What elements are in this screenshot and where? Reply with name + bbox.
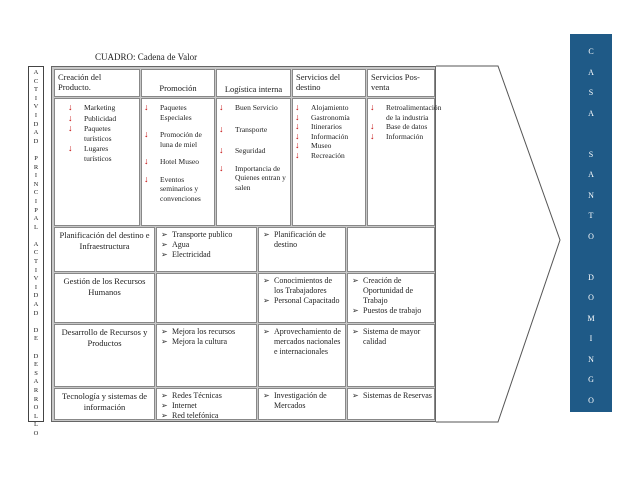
vertical-letter: T bbox=[588, 211, 594, 220]
vertical-letter: T bbox=[34, 258, 38, 266]
support-item-text: Conocimientos de los Trabajadores bbox=[274, 276, 332, 295]
primary-item bbox=[295, 113, 363, 123]
support-item-text: Investigación de Mercados bbox=[274, 391, 327, 410]
down-arrow-icon: ↓ bbox=[144, 173, 149, 184]
primary-item-text: Paquetes Especiales bbox=[160, 103, 192, 122]
primary-item bbox=[219, 146, 288, 156]
support-item-text: Planificación de destino bbox=[274, 230, 326, 249]
vertical-letter: N bbox=[33, 180, 39, 188]
checkmark-arrow-icon: ➢ bbox=[161, 250, 168, 259]
support-item bbox=[350, 327, 432, 347]
support-item bbox=[159, 250, 254, 260]
primary-item bbox=[68, 144, 137, 163]
primary-item bbox=[295, 151, 363, 161]
primary-col-posventa bbox=[367, 98, 442, 226]
primary-item bbox=[144, 175, 212, 204]
vertical-letter: N bbox=[588, 354, 594, 364]
vertical-letter: A bbox=[33, 129, 39, 137]
vertical-letter: A bbox=[588, 67, 594, 77]
support-item bbox=[261, 276, 343, 296]
vertical-letter: I bbox=[34, 266, 38, 274]
vertical-letter: I bbox=[34, 111, 38, 119]
down-arrow-icon: ↓ bbox=[295, 130, 300, 141]
vertical-letter: S bbox=[34, 369, 38, 377]
support-item-text: Internet bbox=[172, 401, 197, 410]
primary-item-text: Seguridad bbox=[235, 146, 266, 155]
vertical-letter: C bbox=[33, 189, 39, 197]
support-item-text: Sistemas de Reservas bbox=[363, 391, 432, 400]
down-arrow-icon: ↓ bbox=[68, 123, 73, 133]
support-activity-cell: Gestión de los Recursos Humanos bbox=[54, 273, 155, 323]
support-item-text: Sistema de mayor calidad bbox=[363, 327, 421, 346]
support-item bbox=[261, 296, 343, 306]
diagram-title: CUADRO: Cadena de Valor bbox=[95, 52, 198, 62]
header-posventa: Servicios Pos-venta bbox=[367, 69, 435, 97]
down-arrow-icon: ↓ bbox=[219, 102, 224, 112]
checkmark-arrow-icon: ➢ bbox=[263, 327, 270, 336]
vertical-letter: A bbox=[33, 301, 39, 309]
down-arrow-icon: ↓ bbox=[68, 143, 73, 153]
primary-item-text: Lugares turísticos bbox=[84, 144, 112, 163]
vertical-letter: A bbox=[33, 378, 39, 386]
primary-item bbox=[219, 125, 288, 135]
down-arrow-icon: ↓ bbox=[295, 102, 300, 112]
vertical-letter bbox=[35, 232, 37, 241]
checkmark-arrow-icon: ➢ bbox=[263, 391, 270, 400]
vertical-letter: A bbox=[588, 108, 594, 118]
right-vertical-label bbox=[570, 34, 612, 412]
header-promocion: Promoción bbox=[141, 69, 215, 97]
support-c4-cell bbox=[347, 388, 435, 420]
vertical-letter: O bbox=[33, 404, 39, 412]
vertical-letter bbox=[590, 247, 592, 268]
support-c4-cell bbox=[347, 324, 435, 387]
value-chain-grid bbox=[51, 66, 442, 422]
vertical-letter: O bbox=[588, 293, 594, 302]
primary-item-text: Alojamiento bbox=[311, 103, 349, 112]
support-c2-cell bbox=[156, 388, 257, 420]
checkmark-arrow-icon: ➢ bbox=[352, 327, 359, 336]
support-item-text: Personal Capacitado bbox=[274, 296, 340, 305]
primary-item bbox=[68, 103, 137, 113]
support-c4-cell bbox=[347, 227, 435, 272]
primary-item bbox=[295, 103, 363, 113]
vertical-letter: L bbox=[34, 223, 38, 231]
vertical-letter bbox=[35, 146, 37, 155]
checkmark-arrow-icon: ➢ bbox=[352, 306, 359, 315]
checkmark-arrow-icon: ➢ bbox=[161, 337, 168, 346]
vertical-letter: C bbox=[33, 249, 39, 257]
primary-item bbox=[219, 164, 288, 193]
vertical-letter: I bbox=[589, 334, 593, 343]
vertical-letter: I bbox=[34, 197, 38, 205]
primary-item bbox=[295, 132, 363, 142]
vertical-letter: S bbox=[588, 88, 594, 97]
vertical-letter: P bbox=[34, 206, 38, 214]
primary-col-promocion bbox=[141, 98, 215, 226]
primary-item bbox=[295, 141, 363, 151]
support-item bbox=[159, 391, 254, 401]
checkmark-arrow-icon: ➢ bbox=[352, 391, 359, 400]
header-servicios-destino: Servicios del destino bbox=[292, 69, 366, 97]
primary-item bbox=[370, 132, 432, 142]
support-item bbox=[159, 401, 254, 411]
support-item-text: Electricidad bbox=[172, 250, 211, 259]
checkmark-arrow-icon: ➢ bbox=[263, 230, 270, 239]
primary-item-text: Museo bbox=[311, 141, 332, 150]
vertical-letter bbox=[590, 124, 592, 145]
vertical-letter: I bbox=[34, 283, 38, 291]
primary-item bbox=[144, 103, 212, 122]
support-item bbox=[350, 276, 432, 306]
support-c3-cell bbox=[258, 227, 346, 272]
support-item-text: Mejora los recursos bbox=[172, 327, 236, 336]
down-arrow-icon: ↓ bbox=[219, 145, 224, 155]
vertical-letter: D bbox=[33, 309, 39, 317]
primary-item-text: Buen Servicio bbox=[235, 103, 278, 112]
down-arrow-icon: ↓ bbox=[295, 140, 300, 150]
checkmark-arrow-icon: ➢ bbox=[161, 401, 168, 410]
support-item-text: Mejora la cultura bbox=[172, 337, 228, 346]
vertical-letter: I bbox=[34, 172, 38, 180]
primary-item-text: Información bbox=[386, 131, 424, 141]
primary-col-creacion bbox=[54, 98, 140, 226]
checkmark-arrow-icon: ➢ bbox=[161, 411, 168, 420]
support-item bbox=[350, 391, 432, 401]
primary-item bbox=[144, 157, 212, 167]
down-arrow-icon: ↓ bbox=[68, 102, 73, 112]
support-c3-cell bbox=[258, 324, 346, 387]
value-arrow-chevron bbox=[436, 62, 576, 432]
down-arrow-icon: ↓ bbox=[370, 121, 375, 131]
support-item bbox=[261, 327, 343, 357]
primary-item-text: Base de datos bbox=[386, 122, 428, 131]
support-item bbox=[261, 230, 343, 250]
primary-item-text: Gastronomía bbox=[311, 112, 350, 122]
vertical-letter: O bbox=[33, 429, 39, 437]
checkmark-arrow-icon: ➢ bbox=[161, 240, 168, 249]
vertical-letter: D bbox=[33, 120, 39, 128]
support-activity-cell: Desarrollo de Recursos y Productos bbox=[54, 324, 155, 387]
primary-item-text: Recreación bbox=[311, 150, 345, 160]
support-item bbox=[159, 240, 254, 250]
support-item bbox=[159, 411, 254, 421]
support-c4-cell bbox=[347, 273, 435, 323]
primary-item-text: Retroalimentación de la industria bbox=[386, 103, 442, 122]
support-item bbox=[159, 337, 254, 347]
primary-item-text: Importancia de Quienes entran y salen bbox=[235, 163, 286, 192]
support-item bbox=[159, 327, 254, 337]
support-item-text: Puestos de trabajo bbox=[363, 306, 422, 315]
support-c3-cell bbox=[258, 273, 346, 323]
primary-col-logistica bbox=[216, 98, 291, 226]
vertical-letter: G bbox=[588, 375, 594, 384]
primary-item-text: Paquetes turísticos bbox=[84, 124, 112, 143]
primary-item bbox=[370, 102, 442, 122]
primary-item bbox=[68, 114, 137, 124]
vertical-letter: C bbox=[33, 77, 39, 85]
down-arrow-icon: ↓ bbox=[144, 156, 149, 166]
vertical-letter: R bbox=[33, 395, 39, 403]
vertical-letter: S bbox=[588, 149, 594, 159]
primary-item bbox=[370, 122, 432, 132]
down-arrow-icon: ↓ bbox=[370, 130, 375, 141]
support-c2-cell bbox=[156, 324, 257, 387]
support-item-text: Agua bbox=[172, 240, 190, 249]
checkmark-arrow-icon: ➢ bbox=[263, 296, 270, 305]
vertical-letter: V bbox=[33, 275, 39, 283]
primary-item bbox=[295, 122, 363, 132]
support-item bbox=[261, 391, 343, 411]
vertical-letter: N bbox=[588, 190, 594, 200]
primary-item-text: Publicidad bbox=[84, 113, 117, 123]
down-arrow-icon: ↓ bbox=[68, 112, 73, 123]
vertical-letter bbox=[35, 318, 37, 327]
down-arrow-icon: ↓ bbox=[295, 121, 300, 131]
primary-item-text: Itinerarios bbox=[311, 122, 342, 131]
support-item-text: Creación de Oportunidad de Trabajo bbox=[363, 276, 413, 305]
primary-item bbox=[219, 103, 288, 113]
vertical-letter: O bbox=[588, 231, 594, 241]
vertical-letter: D bbox=[33, 137, 39, 145]
vertical-letter: D bbox=[33, 326, 39, 334]
vertical-letter: L bbox=[34, 421, 38, 429]
support-item-text: Red telefónica bbox=[172, 411, 219, 420]
down-arrow-icon: ↓ bbox=[219, 123, 224, 134]
primary-item-text: Promoción de luna de miel bbox=[160, 130, 202, 149]
checkmark-arrow-icon: ➢ bbox=[352, 276, 359, 285]
down-arrow-icon: ↓ bbox=[370, 102, 375, 112]
support-item-text: Transporte publico bbox=[172, 230, 233, 239]
checkmark-arrow-icon: ➢ bbox=[161, 391, 168, 400]
primary-item bbox=[68, 124, 137, 143]
support-item bbox=[350, 306, 432, 316]
vertical-letter: D bbox=[33, 352, 39, 360]
support-item-text: Redes Técnicas bbox=[172, 391, 222, 400]
support-activity-cell: Tecnología y sistemas de información bbox=[54, 388, 155, 420]
vertical-letter: M bbox=[587, 313, 595, 323]
vertical-letter: E bbox=[34, 335, 38, 343]
primary-col-servicios-destino bbox=[292, 98, 366, 226]
vertical-letter: I bbox=[34, 94, 38, 102]
vertical-letter: A bbox=[33, 69, 39, 76]
support-item-text: Aprovechamiento de mercados nacionales e internacionales bbox=[274, 327, 341, 356]
vertical-letter: A bbox=[33, 215, 39, 223]
support-item bbox=[159, 230, 254, 240]
vertical-letter bbox=[35, 344, 37, 353]
primary-item-text: Información bbox=[311, 131, 349, 141]
primary-item-text: Hotel Museo bbox=[160, 157, 199, 166]
vertical-letter: V bbox=[33, 103, 39, 111]
down-arrow-icon: ↓ bbox=[295, 149, 300, 160]
vertical-letter: D bbox=[588, 272, 594, 282]
header-logistica: Logística interna bbox=[216, 69, 291, 97]
primary-item bbox=[144, 130, 212, 149]
primary-item-text: Marketing bbox=[84, 103, 116, 112]
vertical-letter: A bbox=[588, 170, 594, 179]
header-creacion: Creación del Producto. bbox=[54, 69, 140, 97]
support-c2-cell bbox=[156, 227, 257, 272]
support-c3-cell bbox=[258, 388, 346, 420]
down-arrow-icon: ↓ bbox=[295, 111, 300, 122]
primary-item-text: Transporte bbox=[235, 124, 268, 134]
vertical-letter: E bbox=[34, 361, 38, 369]
vertical-letter: R bbox=[33, 163, 39, 171]
primary-item-text: Eventos seminarios y convenciones bbox=[160, 174, 201, 203]
vertical-letter: C bbox=[588, 47, 594, 56]
support-activity-cell: Planificación del destino e Infraestructura bbox=[54, 227, 155, 272]
checkmark-arrow-icon: ➢ bbox=[263, 276, 270, 285]
vertical-letter: R bbox=[33, 386, 39, 394]
vertical-letter: A bbox=[33, 240, 39, 248]
vertical-letter: O bbox=[588, 395, 594, 405]
down-arrow-icon: ↓ bbox=[144, 102, 149, 112]
checkmark-arrow-icon: ➢ bbox=[161, 230, 168, 239]
support-c2-cell bbox=[156, 273, 257, 323]
left-vertical-label bbox=[28, 66, 44, 437]
down-arrow-icon: ↓ bbox=[144, 129, 149, 139]
vertical-letter: T bbox=[34, 86, 38, 94]
down-arrow-icon: ↓ bbox=[219, 162, 224, 173]
checkmark-arrow-icon: ➢ bbox=[161, 327, 168, 336]
vertical-letter: D bbox=[33, 292, 39, 300]
vertical-letter: L bbox=[34, 412, 38, 420]
vertical-letter: P bbox=[34, 154, 38, 162]
